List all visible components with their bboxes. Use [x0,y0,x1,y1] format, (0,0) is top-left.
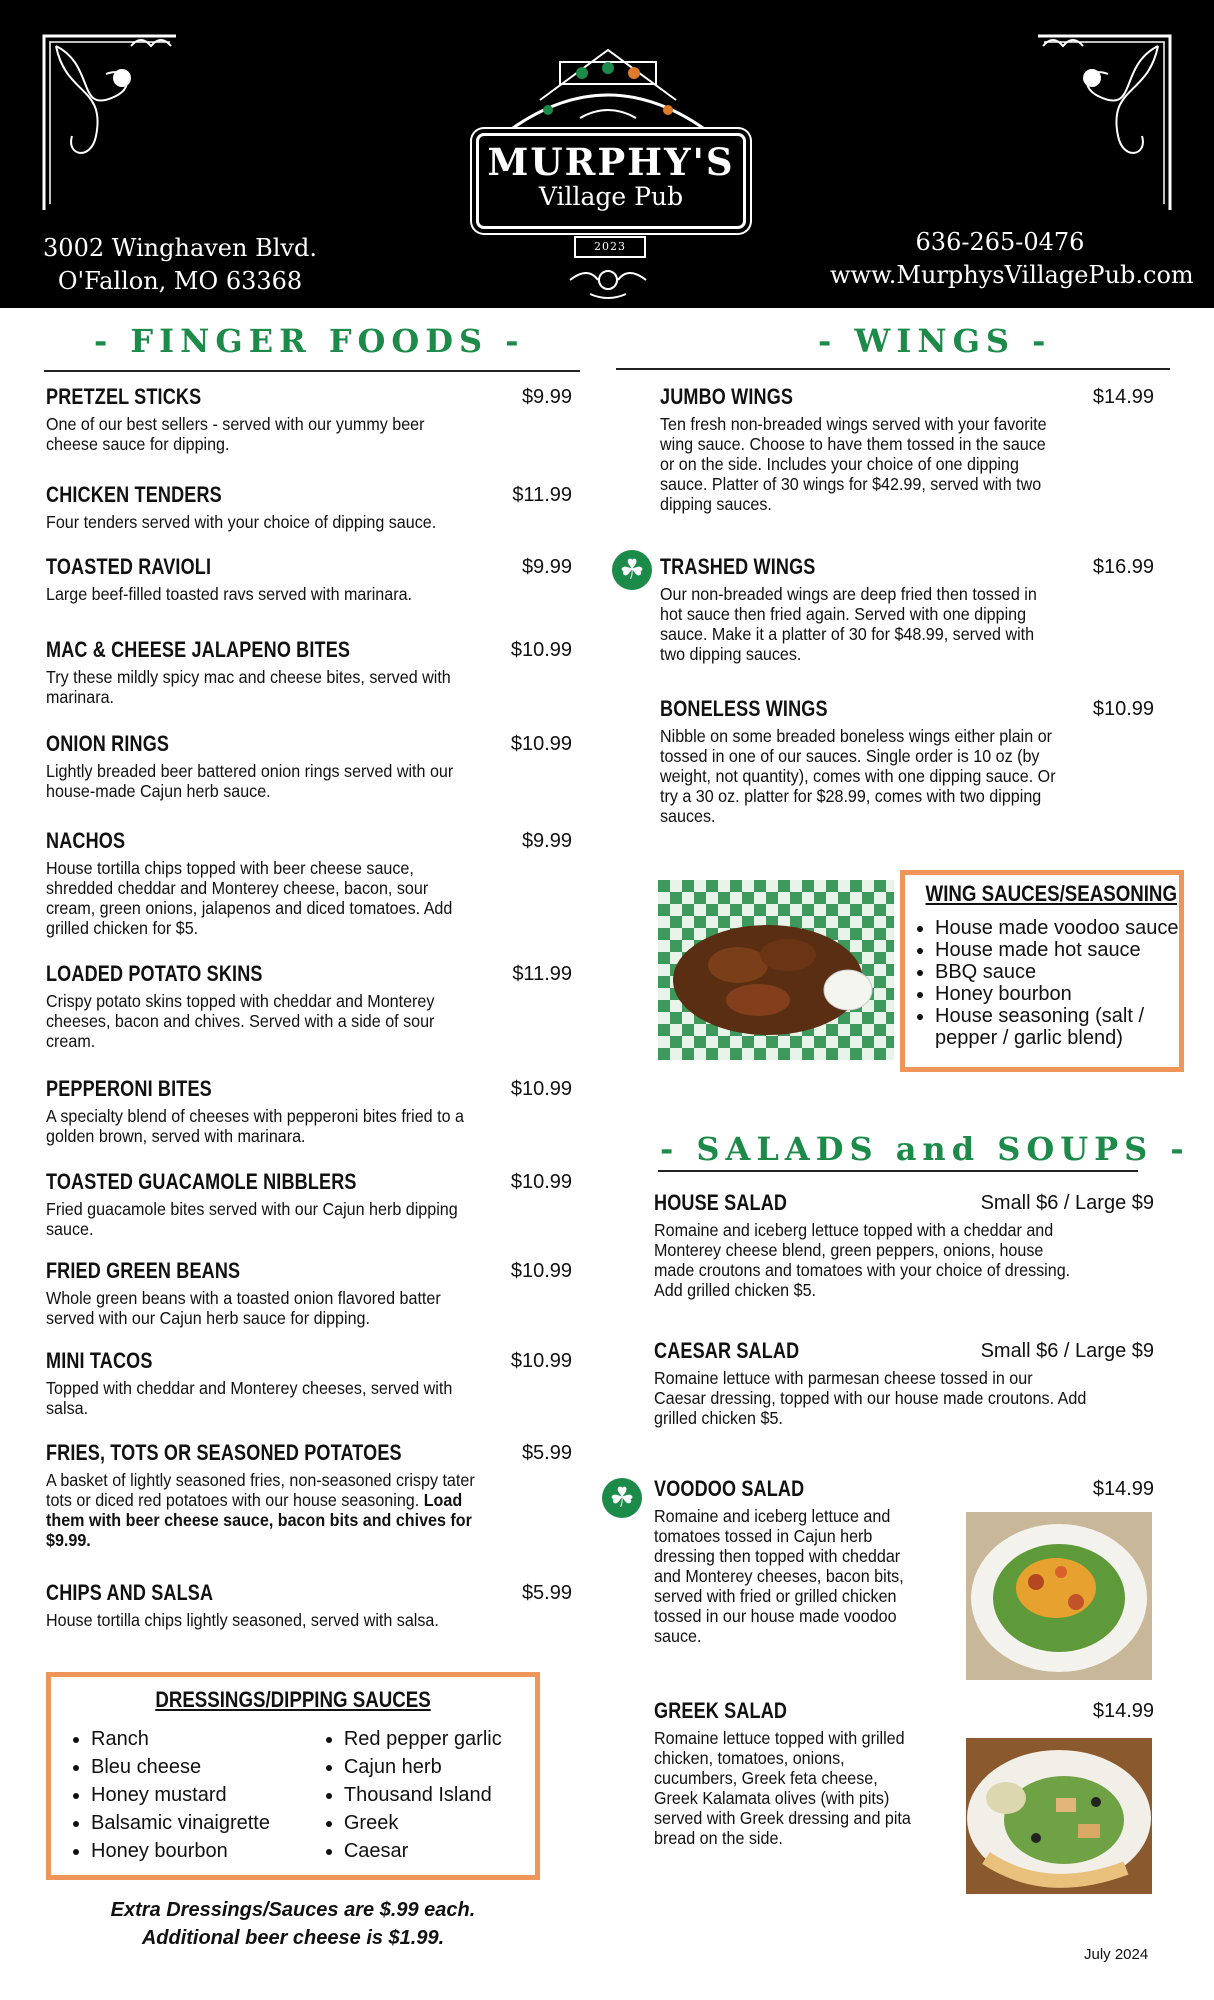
menu-item-description [46,1199,478,1239]
contact [830,226,1194,292]
menu-item-description-text: Romaine lettuce topped with grilled chicken, tomatoes, onions, cucumbers, Greek feta cheese, Greek Kalamata olives (with pits) served with Greek dressing and pita bread on the side. [654,1728,911,1848]
menu-item-description [654,1506,921,1646]
menu-item-name: PRETZEL STICKS [46,384,202,409]
logo-crest [480,30,736,140]
menu-item-name: PEPPERONI BITES [46,1076,212,1101]
address-line-2: O'Fallon, MO 63368 [57,267,303,295]
dressings-list-right [304,1725,535,1865]
dressings-list-left [51,1725,304,1865]
menu-item-description [46,414,478,454]
menu-item-description [660,726,1056,826]
menu-item-price: $10.99 [510,1078,572,1100]
salads-title: - SALADS and SOUPS - [660,1130,1190,1168]
menu-item-description-text: Topped with cheddar and Monterey cheeses, served with salsa. [46,1378,453,1418]
menu-item [46,1440,572,1550]
wing-sauce-item: • House made hot sauce [935,939,1179,961]
menu-item-price: $9.99 [521,386,572,408]
menu-item-description [46,1470,478,1550]
dressing-item: • Greek [344,1809,535,1837]
menu-item-price: Small $6 / Large $9 [980,1340,1154,1362]
menu-item-price: $11.99 [512,484,572,506]
menu-item-description-text: Romaine and iceberg lettuce and tomatoes tossed in Cajun herb dressing then topped with cheddar and Monterey cheeses, bacon bits, served with fried or grilled chicken tossed in our house made voodoo sauce. [654,1506,904,1646]
menu-item-description [46,512,478,532]
menu-item [46,482,572,532]
menu-item-description-text: Try these mildly spicy mac and cheese bites, served with marinara. [46,667,451,707]
menu-item [46,961,572,1051]
logo-subtitle: Village Pub [538,182,684,211]
menu-item-description [654,1368,1086,1428]
wing-sauce-item: • House seasoning (salt / pepper / garlic blend) [935,1005,1179,1049]
menu-item-price: $5.99 [521,1442,572,1464]
menu-item-price: $10.99 [510,639,572,661]
menu-item-description [46,991,478,1051]
menu-item-name: ONION RINGS [46,731,170,756]
menu-item-name: HOUSE SALAD [654,1190,788,1215]
menu-item-price: $9.99 [521,830,572,852]
menu-item-name: CHICKEN TENDERS [46,482,222,507]
wing-sauce-item: • House made voodoo sauce [935,917,1179,939]
menu-item-description-text: Whole green beans with a toasted onion flavored batter served with our Cajun herb sauce for dipping. [46,1288,441,1328]
menu-item-price: $14.99 [1092,386,1154,408]
dressing-item: • Ranch [91,1725,304,1753]
menu-item-description-text: Romaine and iceberg lettuce topped with a cheddar and Monterey cheese blend, green peppers, onions, house made croutons and tomatoes with your choice of dressing. Add grilled chicken $5. [654,1220,1071,1300]
dressing-item: • Honey mustard [91,1781,304,1809]
menu-item [660,384,1154,514]
menu-item-price: $10.99 [510,733,572,755]
menu-item-description-text: Large beef-filled toasted ravs served with marinara. [46,584,413,604]
salads-divider [658,1170,1138,1172]
menu-item-description [46,1106,478,1146]
dressing-item: • Bleu cheese [91,1753,304,1781]
menu-item-price: $10.99 [510,1171,572,1193]
address-line-1: 3002 Winghaven Blvd. [43,234,317,262]
wings-photo [658,880,894,1060]
menu-item [46,384,572,454]
menu-item [654,1190,1154,1300]
menu-item [46,1076,572,1146]
menu-item-name: TOASTED RAVIOLI [46,554,212,579]
wings-photo-image [658,880,894,1060]
menu-item-name: FRIED GREEN BEANS [46,1258,241,1283]
dressing-item: • Red pepper garlic [344,1725,535,1753]
menu-item [46,1348,572,1418]
menu-item [660,554,1154,664]
menu-item-description-bold: Load them with beer cheese sauce, bacon bits and chives for $9.99. [46,1490,472,1550]
corner-ornament-left [36,26,186,216]
menu-item-description [654,1220,1086,1300]
menu-item-description-text: Nibble on some breaded boneless wings either plain or tossed in one of our sauces. Single order is 10 oz (by weight, not quantity), comes with one dipping sauce. Or try a 30 oz. platter for $28.99, comes with two dipping sauces. [660,726,1056,826]
menu-item-name: CAESAR SALAD [654,1338,800,1363]
menu-item-description-text: A basket of lightly seasoned fries, non-seasoned crispy tater tots or diced red potatoes with our house seasoning. [46,1470,475,1510]
menu-item [46,1169,572,1239]
dressing-item: • Balsamic vinaigrette [91,1809,304,1837]
menu-item-description [654,1728,921,1848]
menu-date: July 2024 [1084,1946,1149,1963]
menu-item-description [46,1610,478,1630]
menu-item-name: CHIPS AND SALSA [46,1580,214,1605]
menu-item-description-text: Fried guacamole bites served with our Cajun herb dipping sauce. [46,1199,458,1239]
menu-item-name: NACHOS [46,828,126,853]
menu-item-description-text: A specialty blend of cheeses with pepperoni bites fried to a golden brown, served with marinara. [46,1106,464,1146]
wings-divider [616,368,1170,370]
menu-item-description [46,858,478,938]
dressing-item: • Caesar [344,1837,535,1865]
dressing-item: • Thousand Island [344,1781,535,1809]
shamrock-icon [543,62,673,115]
menu-item-description-text: House tortilla chips lightly seasoned, served with salsa. [46,1610,439,1630]
menu-item-price: $10.99 [510,1260,572,1282]
menu-item-price: $5.99 [521,1582,572,1604]
menu-item-description [46,667,478,707]
website: www.MurphysVillagePub.com [830,261,1194,289]
dressings-title: DRESSINGS/DIPPING SAUCES [155,1687,431,1712]
menu-item-description-text: Ten fresh non-breaded wings served with your favorite wing sauce. Choose to have them tossed in the sauce or on the side. Includes your choice of one dipping sauce. Platter of 30 wings for $42.99, served with two dipping sauces. [660,414,1047,514]
greek-salad-image [966,1738,1152,1894]
menu-item [46,637,572,707]
voodoo-salad-image [966,1512,1152,1680]
wing-sauces-list [905,917,1179,1049]
wing-sauces-title: WING SAUCES/SEASONING [925,881,1177,906]
menu-item-description-text: Our non-breaded wings are deep fried then tossed in hot sauce then fried again. Served with one dipping sauce. Make it a platter of 30 for $48.99, served with two dipping sauces. [660,584,1037,664]
phone: 636-265-0476 [915,228,1085,256]
menu-item-description [46,1378,478,1418]
menu-item-description-text: Lightly breaded beer battered onion rings served with our house-made Cajun herb sauce. [46,761,454,801]
wing-sauce-item: • BBQ sauce [935,961,1179,983]
extra-dressings-note: Extra Dressings/Sauces are $.99 each. [110,1899,476,1921]
menu-item-description [46,584,478,604]
menu-item-name: JUMBO WINGS [660,384,794,409]
finger-foods-divider [44,370,580,372]
logo [476,133,746,229]
menu-header [0,0,1214,308]
menu-item-name: MAC & CHEESE JALAPENO BITES [46,637,351,662]
dressings-box [46,1672,540,1880]
menu-item [46,554,572,604]
beer-cheese-note: Additional beer cheese is $1.99. [141,1927,445,1949]
menu-item-description [660,584,1056,664]
menu-item-description-text: One of our best sellers - served with our yummy beer cheese sauce for dipping. [46,414,425,454]
menu-item-name: VOODOO SALAD [654,1476,805,1501]
menu-item-name: GREEK SALAD [654,1698,788,1723]
menu-item-name: LOADED POTATO SKINS [46,961,263,986]
menu-item-name: FRIES, TOTS OR SEASONED POTATOES [46,1440,402,1465]
finger-foods-title: - FINGER FOODS - [94,322,525,360]
menu-item-price: $11.99 [512,963,572,985]
menu-item-price: $9.99 [521,556,572,578]
menu-item-description-text: Crispy potato skins topped with cheddar and Monterey cheeses, bacon and chives. Served with a side of sour cream. [46,991,435,1051]
menu-item-price: $14.99 [1092,1700,1154,1722]
menu-item [654,1338,1154,1428]
menu-item [46,828,572,938]
menu-item-description-text: Four tenders served with your choice of dipping sauce. [46,512,437,532]
menu-item-price: $10.99 [1092,698,1154,720]
menu-item-description-text: House tortilla chips topped with beer cheese sauce, shredded cheddar and Monterey cheese, bacon, sour cream, green onions, jalapenos and diced tomatoes. Add grilled chicken for $5. [46,858,453,938]
menu-item [46,731,572,801]
logo-name: MURPHY'S [487,140,735,184]
menu-item-price: $16.99 [1092,556,1154,578]
voodoo-salad-photo [966,1512,1152,1680]
menu-item [660,696,1154,826]
dressing-item: • Cajun herb [344,1753,535,1781]
menu-item-description [660,414,1056,514]
wing-sauce-item: • Honey bourbon [935,983,1179,1005]
shamrock-icon: ☘ [602,1478,642,1518]
menu-item-name: TOASTED GUACAMOLE NIBBLERS [46,1169,357,1194]
logo-flourish-icon [560,262,656,302]
menu-item [46,1580,572,1630]
greek-salad-photo [966,1738,1152,1894]
menu-item-name: MINI TACOS [46,1348,153,1373]
address [40,232,320,298]
logo-year: 2023 [574,236,646,258]
shamrock-icon: ☘ [612,550,652,590]
menu-item-price: Small $6 / Large $9 [980,1192,1154,1214]
wing-sauces-box [900,870,1184,1072]
corner-ornament-right [1028,26,1178,216]
wings-title: - WINGS - [818,322,1052,360]
menu-item-description [46,761,478,801]
dressings-note [46,1896,540,1952]
menu-item-description-text: Romaine lettuce with parmesan cheese tossed in our Caesar dressing, topped with our house made croutons. Add grilled chicken $5. [654,1368,1087,1428]
menu-item-price: $10.99 [510,1350,572,1372]
menu-item-price: $14.99 [1092,1478,1154,1500]
menu-item-name: TRASHED WINGS [660,554,816,579]
menu-item [46,1258,572,1328]
dressing-item: • Honey bourbon [91,1837,304,1865]
menu-item-description [46,1288,478,1328]
menu-item-name: BONELESS WINGS [660,696,828,721]
